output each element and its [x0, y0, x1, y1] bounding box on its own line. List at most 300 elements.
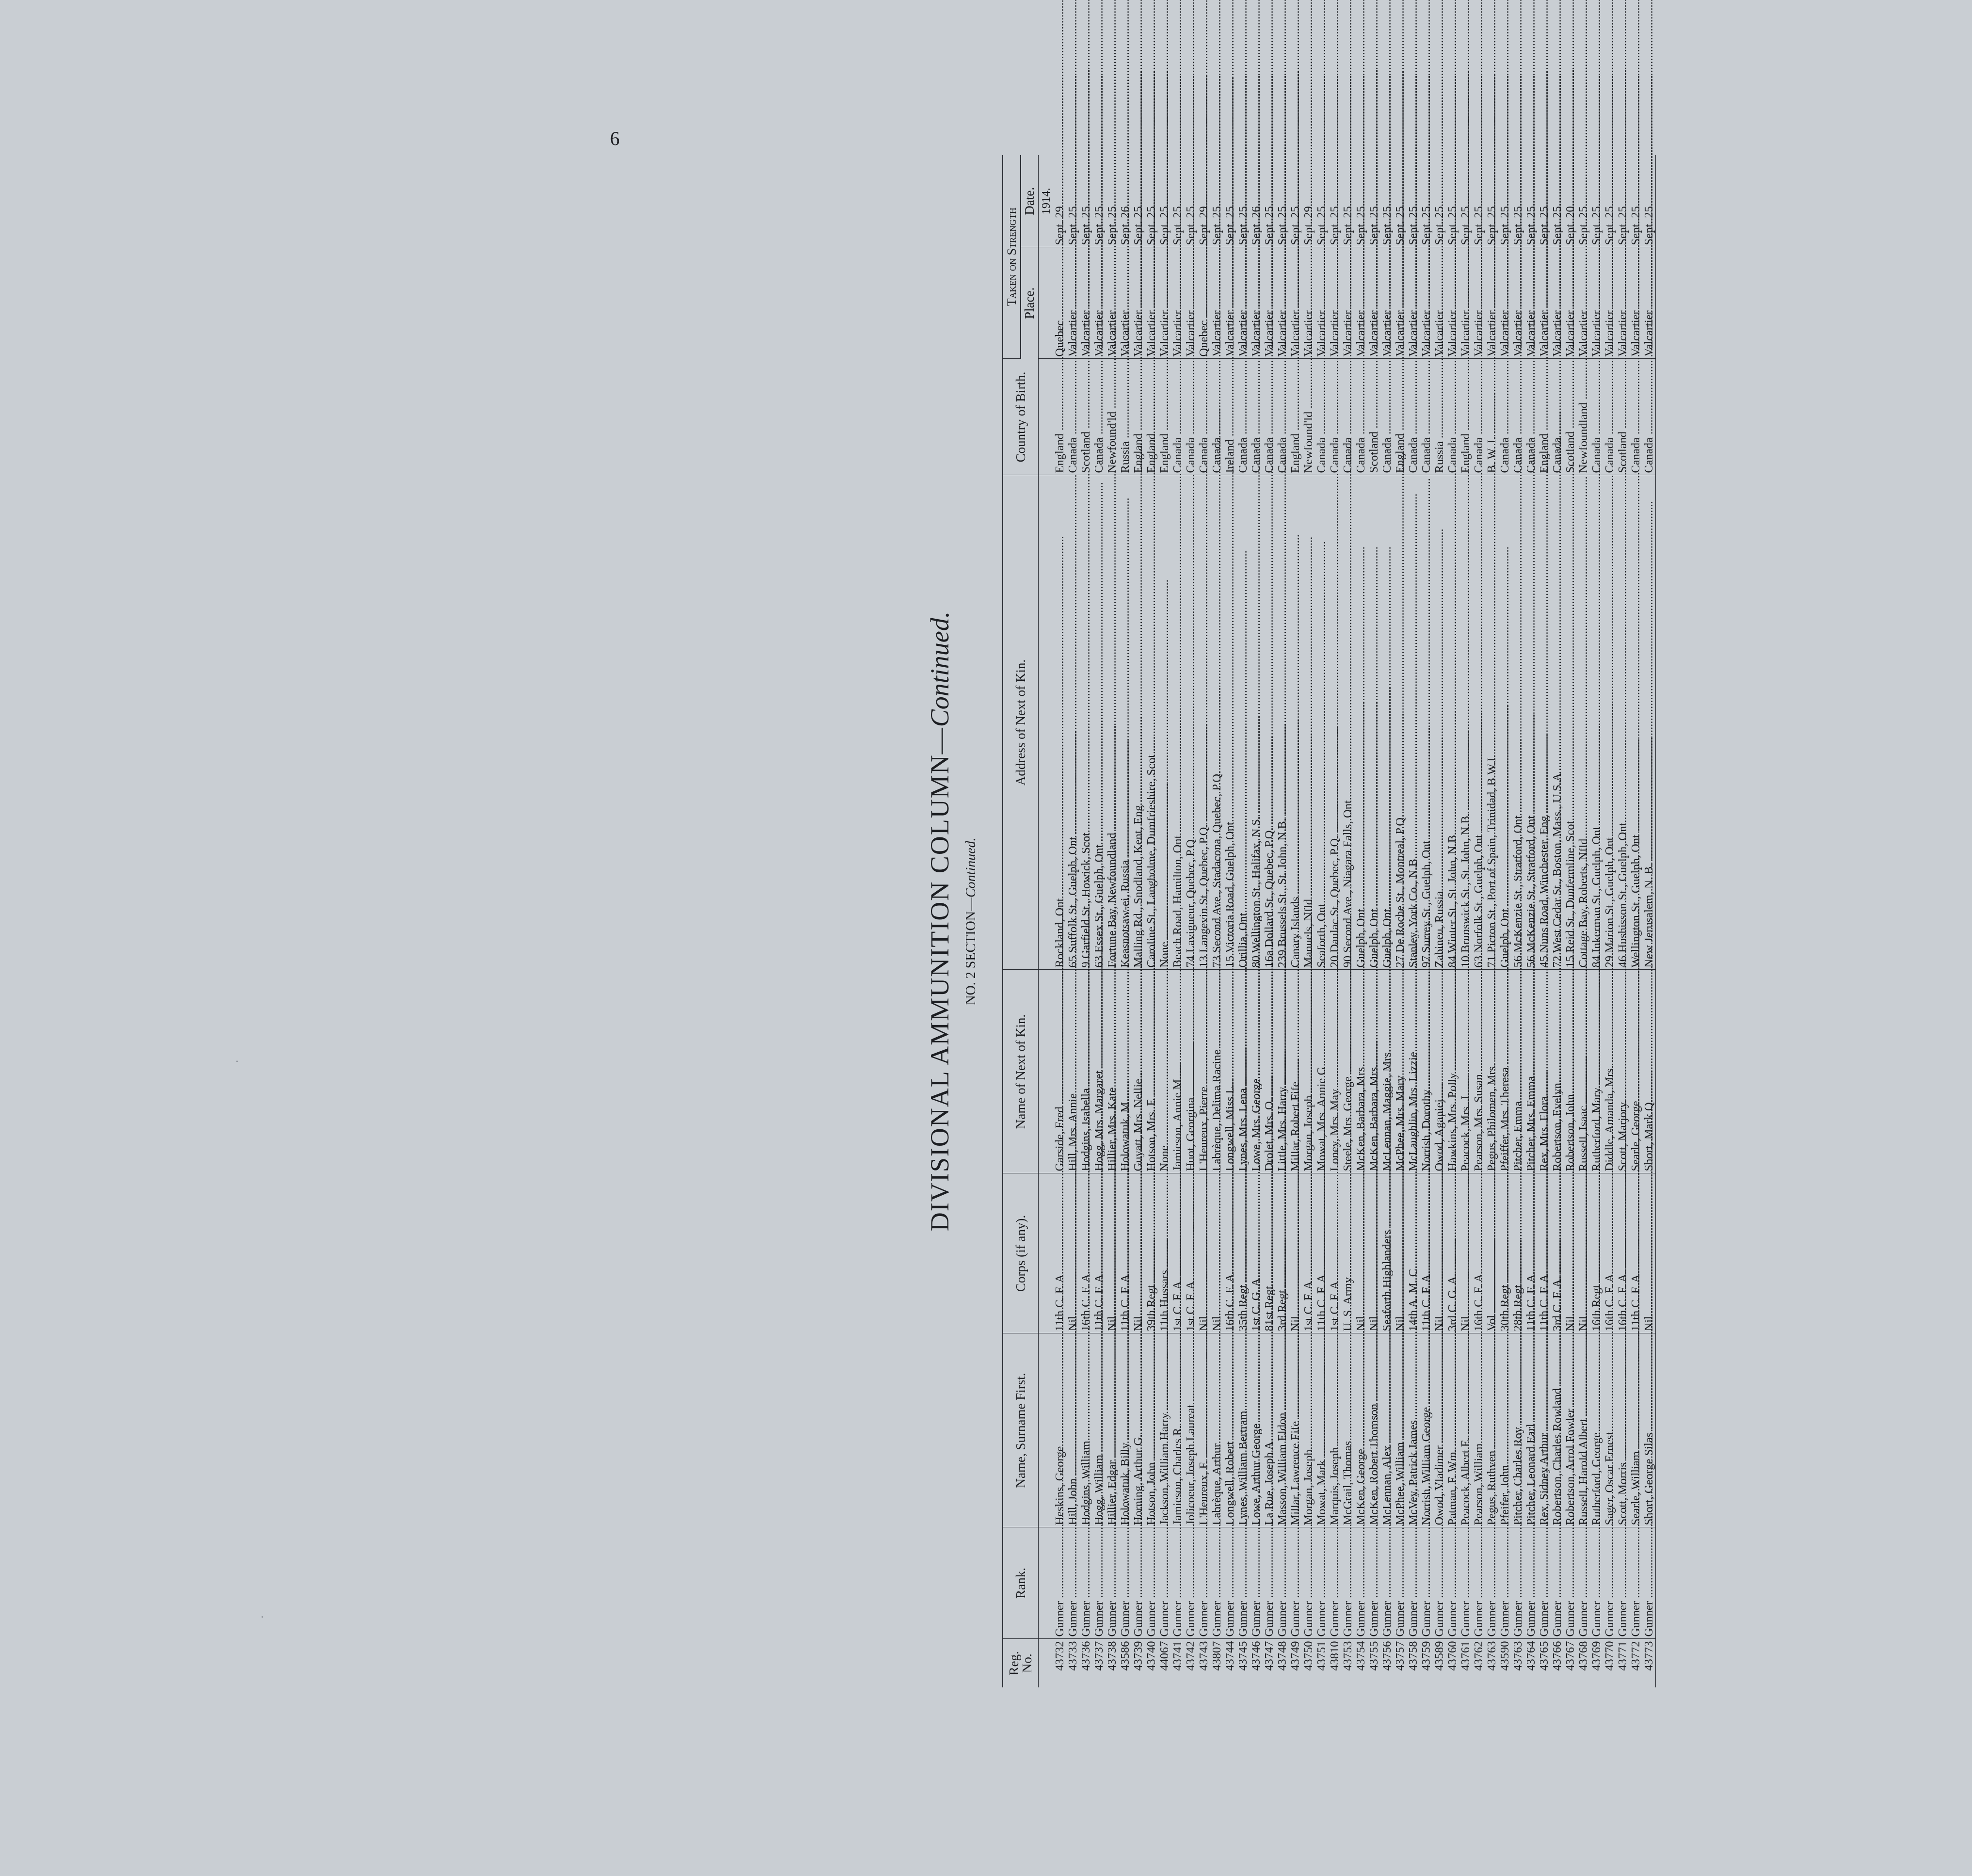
country-cell	[1276, 359, 1289, 475]
name-cell	[1119, 1333, 1132, 1527]
name-cell-text: Hotson, John .....	[1145, 1100, 1158, 1525]
kin-name-cell-text: Morgan, Joseph .....	[1302, 733, 1315, 1171]
country-cell-text: Canada .....	[1498, 75, 1511, 473]
rank-cell	[1498, 1527, 1511, 1639]
rank-cell	[1538, 1527, 1551, 1639]
country-cell-text: Newfound'ld .....	[1106, 49, 1119, 473]
country-cell-text: Canada .....	[1184, 75, 1197, 473]
kin-name-cell	[1145, 970, 1158, 1173]
country-cell-text: Scotland .....	[1564, 69, 1577, 473]
kin-name-cell-text: Jamieson, Annie M .....	[1171, 717, 1184, 1171]
name-cell	[1079, 1333, 1092, 1527]
reg-no-cell-text: 43749	[1289, 1641, 1302, 1671]
country-cell-text: Canada .....	[1420, 75, 1433, 473]
rank-cell-text: Gunner .....	[1263, 1239, 1276, 1637]
rank-cell	[1446, 1527, 1459, 1639]
country-cell-text: Canada .....	[1642, 75, 1655, 473]
kin-address-cell-text: 29 Marion St., Guelph, Ont .....	[1603, 475, 1616, 967]
kin-address-cell-text: Keasnotsaw-ei, Russia .....	[1119, 497, 1132, 967]
place-cell	[1551, 247, 1564, 359]
place-cell-text: Valcartier .....	[1079, 0, 1092, 357]
corps-cell	[1184, 1173, 1197, 1333]
place-cell-text: Valcartier .....	[1367, 0, 1380, 357]
rank-cell	[1394, 1527, 1407, 1639]
place-cell-text: Valcartier .....	[1315, 0, 1328, 357]
kin-name-cell-text: Pearson, Mrs. Susan .....	[1472, 712, 1485, 1171]
name-cell-text: Owod, Vladimer .....	[1433, 1083, 1446, 1525]
kin-address-cell-text: 56 McKenzie St., Stratford, Ont .....	[1524, 453, 1538, 968]
country-cell-text: Canada .....	[1328, 75, 1341, 473]
reg-no-cell	[1210, 1639, 1223, 1687]
name-cell-text: Searle, William .....	[1629, 1089, 1642, 1525]
kin-address-cell	[1538, 475, 1551, 970]
kin-name-cell	[1603, 970, 1616, 1173]
corps-cell	[1538, 1173, 1551, 1333]
kin-name-cell	[1223, 970, 1236, 1173]
kin-name-cell	[1328, 970, 1341, 1173]
reg-no-cell	[1223, 1639, 1236, 1687]
name-cell-text: Norrish, William George .....	[1420, 1045, 1433, 1525]
date-cell-text: Sept. 25	[1079, 206, 1092, 245]
date-cell-text: Sept. 20	[1564, 206, 1577, 245]
country-cell	[1250, 359, 1263, 475]
name-cell	[1053, 1333, 1066, 1527]
reg-no-cell-text: 43756	[1380, 1641, 1394, 1671]
corps-cell	[1079, 1173, 1092, 1333]
nominal-roll-table	[1002, 155, 1656, 1687]
kin-name-cell	[1184, 970, 1197, 1173]
place-cell	[1276, 247, 1289, 359]
reg-no-cell-text: 43748	[1276, 1641, 1289, 1671]
country-cell	[1289, 359, 1302, 475]
name-cell	[1524, 1333, 1538, 1527]
table-row	[1603, 155, 1616, 1687]
place-cell	[1577, 247, 1590, 359]
name-cell-text: Hodgins, William .....	[1079, 1078, 1092, 1525]
header-reg-no: Reg. No.	[1003, 1639, 1039, 1687]
table-row	[1263, 155, 1276, 1687]
country-cell	[1538, 359, 1551, 475]
place-cell-text: Valcartier .....	[1498, 0, 1511, 357]
kin-name-cell	[1354, 970, 1367, 1173]
reg-no-cell-text: 43736	[1079, 1641, 1092, 1671]
kin-name-cell	[1380, 970, 1394, 1173]
name-cell-text: McLennan, Alex .....	[1380, 1083, 1394, 1525]
rank-cell	[1236, 1527, 1250, 1639]
kin-name-cell-text: Hill, Mrs. Annie .....	[1066, 731, 1079, 1171]
date-cell-text: Sept. 25	[1407, 206, 1420, 245]
rank-cell-text: Gunner .....	[1223, 1239, 1236, 1637]
reg-no-cell	[1446, 1639, 1459, 1687]
country-cell-text: Canada .....	[1354, 75, 1367, 473]
corps-cell	[1302, 1173, 1315, 1333]
kin-address-cell	[1053, 475, 1066, 970]
rank-cell	[1472, 1527, 1485, 1639]
rank-cell-text: Gunner .....	[1119, 1239, 1132, 1637]
name-cell-text: Horning, Arthur G. .....	[1132, 1072, 1145, 1525]
corps-cell-text: 1st C. F. A. .....	[1328, 916, 1341, 1331]
rank-cell	[1079, 1527, 1092, 1639]
place-cell	[1446, 247, 1459, 359]
kin-address-cell	[1394, 475, 1407, 970]
kin-address-cell-text: 27 De Roche St., Montreal, P.Q. .....	[1394, 452, 1407, 968]
kin-name-cell	[1577, 970, 1590, 1173]
title-continued: Continued.	[925, 611, 954, 727]
kin-name-cell	[1472, 970, 1485, 1173]
table-row	[1119, 155, 1132, 1687]
corps-cell	[1092, 1173, 1106, 1333]
place-cell	[1394, 247, 1407, 359]
rank-cell	[1380, 1527, 1394, 1639]
kin-address-cell-text: Seaforth, Ont .....	[1315, 541, 1328, 967]
corps-cell	[1498, 1173, 1511, 1333]
corps-cell-text: 81st Regt .....	[1263, 924, 1276, 1331]
country-cell	[1446, 359, 1459, 475]
rank-cell-text: Gunner .....	[1577, 1239, 1590, 1637]
reg-no-cell	[1092, 1639, 1106, 1687]
kin-name-cell-text: Short, Mark Q. .....	[1642, 737, 1655, 1171]
reg-no-cell	[1328, 1639, 1341, 1687]
rank-cell	[1158, 1527, 1171, 1639]
name-cell-text: Lynes, William Bertram .....	[1236, 1048, 1250, 1525]
place-cell	[1106, 247, 1119, 359]
country-cell	[1590, 359, 1603, 475]
kin-name-cell-text: McPhee, Mrs. Mary .....	[1394, 713, 1407, 1171]
kin-name-cell-text: Pfeiffer, Mrs. Theresa .....	[1498, 705, 1511, 1171]
place-cell	[1538, 247, 1551, 359]
corps-cell	[1616, 1173, 1629, 1333]
reg-no-cell	[1629, 1639, 1642, 1687]
corps-cell-text: Vol .....	[1485, 953, 1498, 1331]
name-cell-text: Pfeifer, John .....	[1498, 1103, 1511, 1525]
name-cell	[1472, 1333, 1485, 1527]
kin-name-cell-text: Labrèque, Delima Racine .....	[1210, 687, 1223, 1171]
country-cell	[1629, 359, 1642, 475]
kin-address-cell	[1106, 475, 1119, 970]
margin-mark: .	[261, 1608, 264, 1620]
place-cell-text: Valcartier .....	[1577, 0, 1590, 357]
country-cell	[1053, 359, 1066, 475]
corps-cell-text: 16th C. F. A. .....	[1616, 909, 1629, 1331]
kin-name-cell	[1341, 970, 1354, 1173]
page-number: 6	[610, 128, 620, 149]
kin-address-cell-text: 65 Suffolk St., Guelph, Ont .....	[1066, 475, 1079, 968]
corps-cell-text: 11th Hussars .....	[1158, 908, 1171, 1331]
kin-name-cell-text: McKen, Barbara, Mrs. .....	[1367, 702, 1380, 1171]
kin-name-cell-text: Scott, Marjory .....	[1616, 739, 1629, 1171]
country-cell-text: Canada .....	[1472, 75, 1485, 473]
kin-address-cell	[1367, 475, 1380, 970]
kin-name-cell	[1524, 970, 1538, 1173]
place-cell	[1119, 247, 1132, 359]
name-cell	[1551, 1333, 1564, 1527]
reg-no-cell-text: 43740	[1145, 1641, 1158, 1671]
place-cell	[1223, 247, 1236, 359]
kin-address-cell	[1328, 475, 1341, 970]
kin-address-cell	[1472, 475, 1485, 970]
country-cell-text: Canada .....	[1341, 75, 1354, 473]
place-cell	[1380, 247, 1394, 359]
country-cell	[1564, 359, 1577, 475]
reg-no-cell	[1590, 1639, 1603, 1687]
country-cell	[1132, 359, 1145, 475]
reg-no-cell	[1459, 1639, 1472, 1687]
table-row	[1511, 155, 1524, 1687]
corps-cell	[1511, 1173, 1524, 1333]
reg-no-cell-text: 43771	[1616, 1641, 1629, 1671]
kin-address-cell	[1184, 475, 1197, 970]
country-cell-text: Scotland .....	[1079, 69, 1092, 473]
place-cell	[1341, 247, 1354, 359]
name-cell	[1354, 1333, 1367, 1527]
corps-cell-text: Nil .....	[1289, 954, 1302, 1331]
kin-name-cell	[1236, 970, 1250, 1173]
kin-address-cell-text: 80 Wellington St., Halifax, N.S. .....	[1250, 454, 1263, 968]
kin-name-cell-text: Loney, Mrs. May .....	[1328, 726, 1341, 1171]
country-cell	[1210, 359, 1223, 475]
date-cell-text: Sept. 25	[1223, 206, 1236, 245]
table-row	[1459, 155, 1472, 1687]
reg-no-cell-text: 43758	[1407, 1641, 1420, 1671]
date-cell-text: Sept. 25	[1603, 206, 1616, 245]
country-cell	[1551, 359, 1564, 475]
rank-cell-text: Gunner .....	[1197, 1239, 1210, 1637]
kin-name-cell	[1276, 970, 1289, 1173]
rank-cell	[1629, 1527, 1642, 1639]
kin-name-cell-text: None .....	[1158, 783, 1171, 1171]
country-cell	[1407, 359, 1420, 475]
rank-cell-text: Gunner .....	[1302, 1239, 1315, 1637]
place-cell-text: Valcartier .....	[1603, 0, 1616, 357]
country-cell	[1524, 359, 1538, 475]
country-cell-text: Canada .....	[1551, 75, 1564, 473]
kin-name-cell	[1263, 970, 1276, 1173]
country-cell	[1642, 359, 1656, 475]
name-cell-text: Scott, Morris .....	[1616, 1100, 1629, 1525]
name-cell	[1132, 1333, 1145, 1527]
kin-name-cell	[1250, 970, 1263, 1173]
name-cell-text: Hogg, William .....	[1092, 1092, 1106, 1525]
reg-no-cell-text: 43751	[1315, 1641, 1328, 1671]
kin-address-cell-text: 13 Langevin St., Quebec, P.Q. .....	[1197, 462, 1210, 967]
country-cell	[1394, 359, 1407, 475]
corps-cell-text: 11th C. F. A. .....	[1629, 909, 1642, 1331]
reg-no-cell-text: 43746	[1250, 1641, 1263, 1671]
reg-no-cell-text: 43741	[1171, 1641, 1184, 1671]
kin-address-cell-text: Wellington St., Guelph, Ont .....	[1629, 472, 1642, 968]
roster-body	[1039, 155, 1656, 1687]
corps-cell	[1315, 1173, 1328, 1333]
kin-name-cell-text: Pitcher, Emma .....	[1511, 739, 1524, 1171]
table-row	[1145, 155, 1158, 1687]
country-cell	[1263, 359, 1276, 475]
kin-address-cell-text: Cottage Bay, Roberts, Nfld .....	[1577, 476, 1590, 967]
name-cell	[1223, 1333, 1236, 1527]
kin-address-cell	[1302, 475, 1315, 970]
kin-address-cell-text: Guelph, Ont .....	[1498, 546, 1511, 967]
kin-name-cell-text: Guyatt, Mrs. Nellie .....	[1132, 717, 1145, 1171]
corps-cell	[1197, 1173, 1210, 1333]
reg-no-cell	[1577, 1639, 1590, 1687]
name-cell-text: Robertson, Arrol Fowler .....	[1564, 1046, 1577, 1525]
name-cell	[1577, 1333, 1590, 1527]
place-cell-text: Valcartier .....	[1485, 0, 1498, 357]
corps-cell	[1223, 1173, 1236, 1333]
kin-address-cell	[1158, 475, 1171, 970]
year-label: 1914.	[1039, 155, 1054, 247]
place-cell	[1433, 247, 1446, 359]
reg-no-cell-text: 43765	[1538, 1641, 1551, 1671]
reg-no-cell	[1433, 1639, 1446, 1687]
corps-cell-text: 1st C. G. A. .....	[1250, 913, 1263, 1331]
corps-cell	[1590, 1173, 1603, 1333]
kin-address-cell	[1132, 475, 1145, 970]
kin-address-cell	[1380, 475, 1394, 970]
rank-cell-text: Gunner .....	[1551, 1239, 1564, 1637]
table-row	[1367, 155, 1380, 1687]
kin-address-cell-text: Canary Islands .....	[1289, 534, 1302, 968]
kin-name-cell-text: Garside, Fred .....	[1053, 744, 1066, 1171]
country-cell	[1616, 359, 1629, 475]
name-cell-text: Jolicoeur, Joseph Laureat .....	[1184, 1042, 1197, 1525]
corps-cell-text: Nil .....	[1577, 954, 1590, 1331]
rank-cell	[1577, 1527, 1590, 1639]
date-cell-text: Sept. 25	[1498, 206, 1511, 245]
country-cell-text: Canada .....	[1407, 75, 1420, 473]
place-cell	[1524, 247, 1538, 359]
kin-name-cell	[1367, 970, 1380, 1173]
place-cell-text: Valcartier .....	[1394, 0, 1407, 357]
reg-no-cell	[1472, 1639, 1485, 1687]
rank-cell	[1289, 1527, 1302, 1639]
country-cell-text: Scotland .....	[1367, 69, 1380, 473]
place-cell	[1289, 247, 1302, 359]
reg-no-cell-text: 43754	[1354, 1641, 1367, 1671]
date-cell-text: Sept. 25	[1524, 206, 1538, 245]
corps-cell-text: 28th Regt .....	[1511, 922, 1524, 1331]
reg-no-cell	[1367, 1639, 1380, 1687]
place-cell-text: Valcartier .....	[1629, 0, 1642, 357]
reg-no-cell	[1564, 1639, 1577, 1687]
kin-address-cell	[1145, 475, 1158, 970]
name-cell-text: Pitcher, Charles Roy .....	[1511, 1065, 1524, 1525]
section-text: NO. 2 SECTION—	[963, 898, 978, 1005]
date-cell-text: Sept. 25	[1642, 206, 1655, 245]
rank-cell-text: Gunner .....	[1459, 1239, 1472, 1637]
kin-name-cell	[1511, 970, 1524, 1173]
rank-cell	[1564, 1527, 1577, 1639]
rank-cell-text: Gunner .....	[1053, 1239, 1066, 1637]
kin-address-cell-text: 63 Norfolk St., Guelph, Ont .....	[1472, 472, 1485, 968]
kin-name-cell-text: Robertson, John .....	[1564, 732, 1577, 1171]
country-cell-text: England .....	[1132, 71, 1145, 473]
kin-name-cell-text: Robertson, Evelyn .....	[1551, 721, 1564, 1171]
kin-address-cell	[1433, 475, 1446, 970]
rank-cell	[1367, 1527, 1380, 1639]
place-cell	[1564, 247, 1577, 359]
name-cell-text: Holowatuk, Billy .....	[1119, 1080, 1132, 1525]
kin-address-cell	[1250, 475, 1263, 970]
corps-cell	[1263, 1173, 1276, 1333]
rank-cell	[1354, 1527, 1367, 1639]
kin-address-cell	[1223, 475, 1236, 970]
reg-no-cell	[1642, 1639, 1656, 1687]
name-cell	[1498, 1333, 1511, 1527]
reg-no-cell-text: 43759	[1420, 1641, 1433, 1671]
kin-address-cell	[1498, 475, 1511, 970]
rank-cell	[1328, 1527, 1341, 1639]
kin-name-cell-text: Hogg, Mrs. Margaret .....	[1092, 708, 1106, 1171]
place-cell	[1302, 247, 1315, 359]
corps-cell	[1106, 1173, 1119, 1333]
rank-cell-text: Gunner .....	[1629, 1239, 1642, 1637]
table-row	[1184, 155, 1197, 1687]
rank-cell-text: Gunner .....	[1276, 1239, 1289, 1637]
rank-cell	[1302, 1527, 1315, 1639]
date-cell-text: Sept. 29	[1053, 206, 1066, 245]
country-cell	[1603, 359, 1616, 475]
table-row	[1236, 155, 1250, 1687]
kin-name-cell	[1420, 970, 1433, 1173]
rank-cell	[1315, 1527, 1328, 1639]
kin-name-cell-text: Searle, George .....	[1629, 738, 1642, 1171]
name-cell	[1092, 1333, 1106, 1527]
kin-address-cell	[1210, 475, 1223, 970]
name-cell	[1106, 1333, 1119, 1527]
country-cell	[1106, 359, 1119, 475]
corps-cell-text: 16th C. F. A. .....	[1472, 909, 1485, 1331]
rank-cell-text: Gunner .....	[1132, 1239, 1145, 1637]
reg-no-cell-text: 43742	[1184, 1641, 1197, 1671]
corps-cell-text: 1st C. F. A. .....	[1171, 916, 1184, 1331]
date-cell-text: Sept. 25	[1106, 206, 1119, 245]
kin-address-cell-text: Beach Road, Hamilton, Ont .....	[1171, 473, 1184, 967]
reg-no-cell-text: 43807	[1210, 1641, 1223, 1671]
year-row	[1039, 155, 1054, 1687]
name-cell	[1066, 1333, 1079, 1527]
country-cell-text: England .....	[1289, 71, 1302, 473]
corps-cell-text: 3rd C. G. A. .....	[1446, 911, 1459, 1331]
corps-cell-text: 30th Regt .....	[1498, 922, 1511, 1331]
corps-cell	[1236, 1173, 1250, 1333]
reg-no-cell	[1511, 1639, 1524, 1687]
name-cell-text: Heskins, George .....	[1053, 1084, 1066, 1525]
reg-no-cell	[1106, 1639, 1119, 1687]
date-cell-text: Sept. 25	[1590, 206, 1603, 245]
kin-name-cell-text: Hodgins, Isabella .....	[1079, 726, 1092, 1171]
date-cell-text: Sept. 25	[1236, 206, 1250, 245]
corps-cell	[1132, 1173, 1145, 1333]
rank-cell	[1511, 1527, 1524, 1639]
kin-name-cell	[1590, 970, 1603, 1173]
rank-cell-text: Gunner .....	[1564, 1239, 1577, 1637]
name-cell-text: Peacock, Albert E. .....	[1459, 1074, 1472, 1525]
reg-no-cell-text: 43772	[1629, 1641, 1642, 1671]
corps-cell	[1171, 1173, 1184, 1333]
rank-cell-text: Gunner .....	[1407, 1239, 1420, 1637]
corps-cell-text: 3rd C. F. A. .....	[1551, 914, 1564, 1331]
reg-no-cell	[1250, 1639, 1263, 1687]
rank-cell	[1197, 1527, 1210, 1639]
country-cell-text: Canada .....	[1236, 75, 1250, 473]
place-cell-text: Valcartier .....	[1420, 0, 1433, 357]
place-cell	[1328, 247, 1341, 359]
name-cell	[1210, 1333, 1223, 1527]
kin-name-cell	[1446, 970, 1459, 1173]
kin-address-cell-text: Caroline St., Langholme, Dumfrieshire, Scot .....	[1145, 392, 1158, 968]
date-cell-text: Sept. 26	[1250, 206, 1263, 245]
rotated-page-content	[925, 155, 1972, 1687]
